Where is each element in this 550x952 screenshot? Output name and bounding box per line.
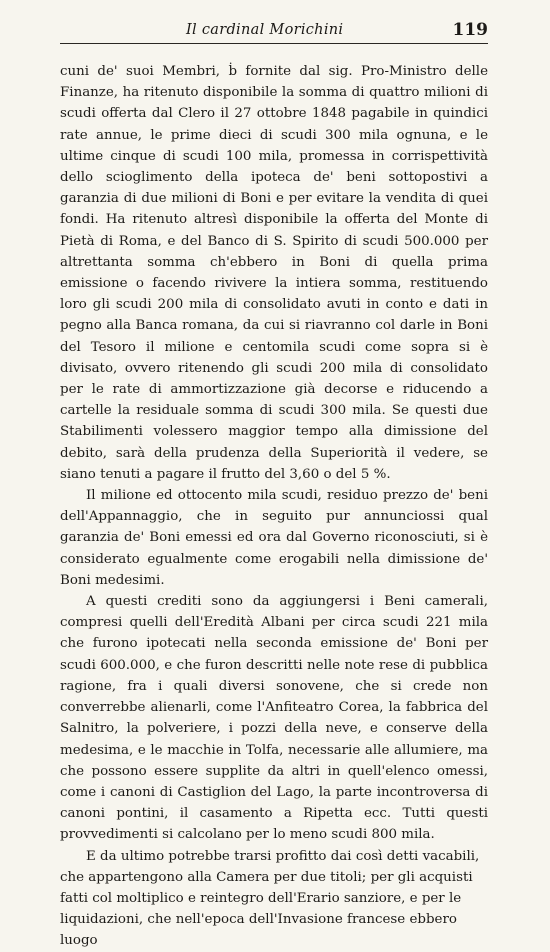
page-number: 119 bbox=[452, 20, 488, 40]
running-title: Il cardinal Morichini bbox=[186, 22, 344, 38]
paragraph-2: Il milione ed ottocento mila scudi, residuo prezzo de' beni dell'Appannaggio, che in seguito pur annunciossi qual garanzia de' Boni emessi ed ora dal Governo riconosciuti, si è considerato egualmente come erogabili nella dimissione de' Boni medesimi. bbox=[60, 488, 488, 588]
running-header bbox=[60, 21, 488, 44]
paragraph-3: A questi crediti sono da aggiungersi i Beni camerali, compresi quelli dell'Eredità Albani per circa scudi 221 mila che furono ipotecati nella seconda emissione de' Boni per scudi 600.000, e che furon descritti nelle note rese di pubblica ragione, fra i quali diversi sonovene, che si crede non converrebbe alienarli, come l'Anfiteatro Corea, la fabbrica del Salnitro, la polveriere, i pozzi della neve, e conserve della medesima, e le macchie in Tolfa, necessarie alle allumiere, ma che possono essere supplite da altri in quell'elenco omessi, come i canoni di Castiglion del Lago, la parte incontroversa di canoni pontini, il casamento a Ripetta ecc. Tutti questi provvedimenti si calcolano per lo meno scudi 800 mila. bbox=[60, 594, 488, 843]
paragraph-4: E da ultimo potrebbe trarsi profitto dai così detti vacabili, che appartengono alla Camera per due titoli; per gli acquisti fatti col moltiplico e reintegro dell'Erario sanziore, e per le liquidazioni, che nell'epoca dell'Invasione francese ebbero luogo bbox=[60, 848, 480, 949]
body-text bbox=[60, 61, 488, 952]
paragraph-1: cuni de' suoi Membri, ḃ fornite dal sig. Pro-Ministro delle Finanze, ha ritenuto disponibile la somma di quattro milioni di scudi offerta dal Clero il 27 ottobre 1848 pagabile in quindici rate annue, le prime dieci di scudi 300 mila ognuna, e le ultime cinque di scudi 100 mila, promessa in corrispettività dello scioglimento della ipoteca de' beni sottopostivi a garanzia di due milioni di Boni e per evitare la vendita di quei fondi. Ha ritenuto altresì disponibile la offerta del Monte di Pietà di Roma, e del Banco di S. Spirito di scudi 500.000 per altrettanta somma ch'ebbero in Boni di quella prima emissione o facendo rivivere la intiera somma, restituendo loro gli scudi 200 mila di consolidato avuti in conto e dati in pegno alla Banca romana, da cui si riavranno col darle in Boni del Tesoro il milione e centomila scudi come sopra si è divisato, ovvero ritenendo gli scudi 200 mila di consolidato per le rate di ammortizzazione già decorse e riducendo a cartelle la residuale somma di scudi 300 mila. Se questi due Stabilimenti volessero maggior tempo alla dimissione del debito, sarà della prudenza della Superiorità il vedere, se siano tenuti a pagare il frutto del 3,60 o del 5 %. bbox=[60, 64, 488, 482]
